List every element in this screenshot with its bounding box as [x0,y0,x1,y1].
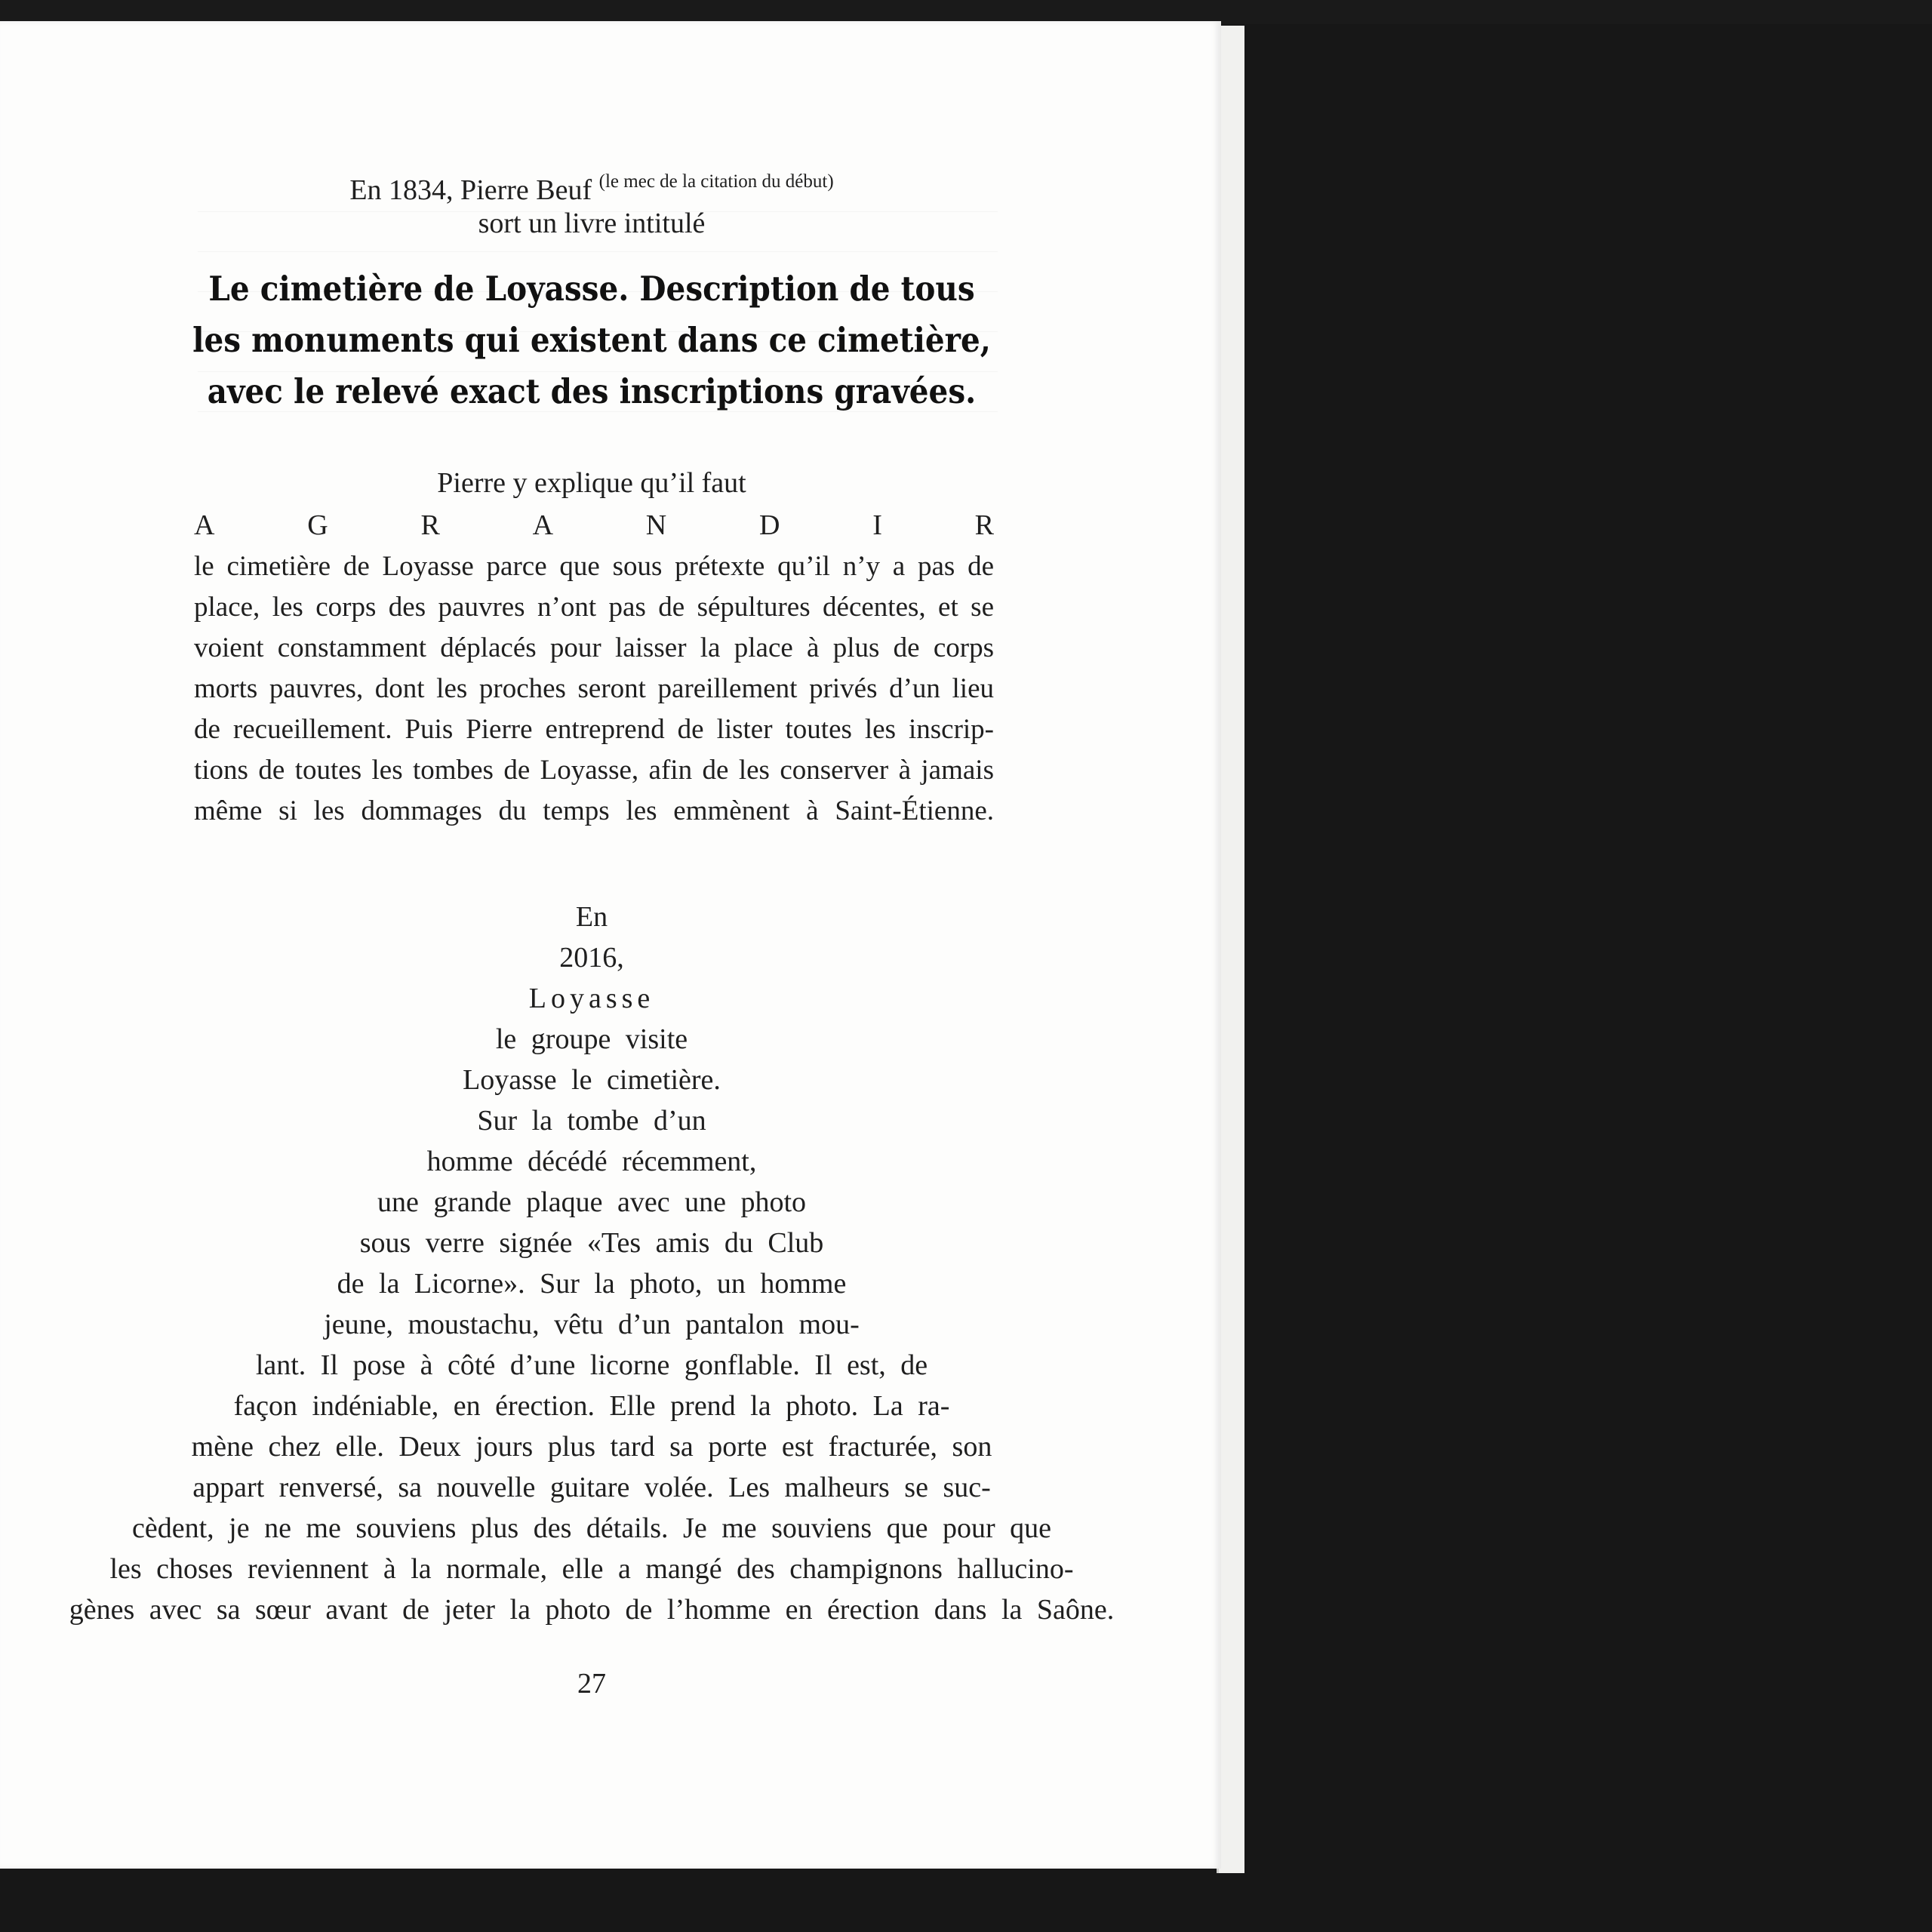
triangle-line: En [575,901,608,933]
intro-text: En 1834, Pierre Beuf [349,174,592,206]
page-number: 27 [577,1668,606,1700]
triangle-line: de la Licorne». Sur la photo, un homme [337,1268,847,1300]
agrandir-letter: R [420,509,440,541]
intro-note: (le mec de la citation du début) [598,171,834,192]
triangle-line: homme décédé récemment, [426,1146,757,1177]
triangle-line: sous verre signée «Tes amis du Club [359,1227,824,1259]
intro-line-1 [0,165,1183,208]
triangle-line: une grande plaque avec une photo [377,1186,807,1218]
book-title-line-3: avec le relevé exact des inscriptions gravées. [207,371,977,411]
paragraph-line: tions de toutes les tombes de Loyasse, afin de les conserver à jamais [194,755,994,786]
agrandir-letter: I [872,509,882,541]
triangle-line: jeune, moustachu, vêtu d’un pantalon mou- [324,1309,860,1340]
paragraph-line: même si les dommages du temps les emmènent à Saint-Étienne. [194,795,994,826]
triangle-line: cèdent, je ne me souviens plus des détails. Je me souviens que pour que [131,1512,1052,1544]
agrandir-letter: A [532,509,554,541]
agrandir-letter: G [307,509,328,541]
intro-line-2: sort un livre intitulé [478,208,706,239]
paragraph-line: place, les corps des pauvres n’ont pas de sépultures décentes, et se [194,592,994,623]
agrandir-letter: N [645,509,667,541]
agrandir-letter: R [974,509,994,541]
triangle-line: lant. Il pose à côté d’une licorne gonflable. Il est, de [255,1349,928,1381]
triangle-line: Sur la tombe d’un [477,1105,706,1137]
triangle-line: gènes avec sa sœur avant de jeter la photo de l’homme en érection dans la Saône. [69,1594,1115,1626]
paragraph-line: de recueillement. Puis Pierre entreprend de lister toutes les inscrip- [194,714,994,745]
triangle-line: appart renversé, sa nouvelle guitare volée. Les malheurs se suc- [192,1472,991,1503]
agrandir-letter: A [194,509,215,541]
triangle-line: 2016, [559,942,624,974]
triangle-line: mène chez elle. Deux jours plus tard sa porte est fracturée, son [191,1431,992,1463]
triangle-line: le groupe visite [495,1023,688,1055]
triangle-line: Loyasse le cimetière. [463,1064,721,1096]
agrandir-spaced-word [194,508,994,543]
triangle-line: Loyasse [528,983,655,1014]
triangle-line: façon indéniable, en érection. Elle prend la photo. La ra- [233,1390,950,1422]
book-title-line-2: les monuments qui existent dans ce cimetière, [192,320,991,360]
explain-line: Pierre y explique qu’il faut [437,467,746,499]
paragraph-line: morts pauvres, dont les proches seront pareillement privés d’un lieu [194,673,994,704]
paragraph-line: voient constamment déplacés pour laisser la place à plus de corps [194,632,994,663]
triangle-line: les choses reviennent à la normale, elle a mangé des champignons hallucino- [109,1553,1074,1585]
paragraph-line: le cimetière de Loyasse parce que sous prétexte qu’il n’y a pas de [194,551,994,582]
book-page [0,21,1221,1869]
book-title-line-1: Le cimetière de Loyasse. Description de tous [208,269,975,309]
agrandir-letter: D [759,509,780,541]
